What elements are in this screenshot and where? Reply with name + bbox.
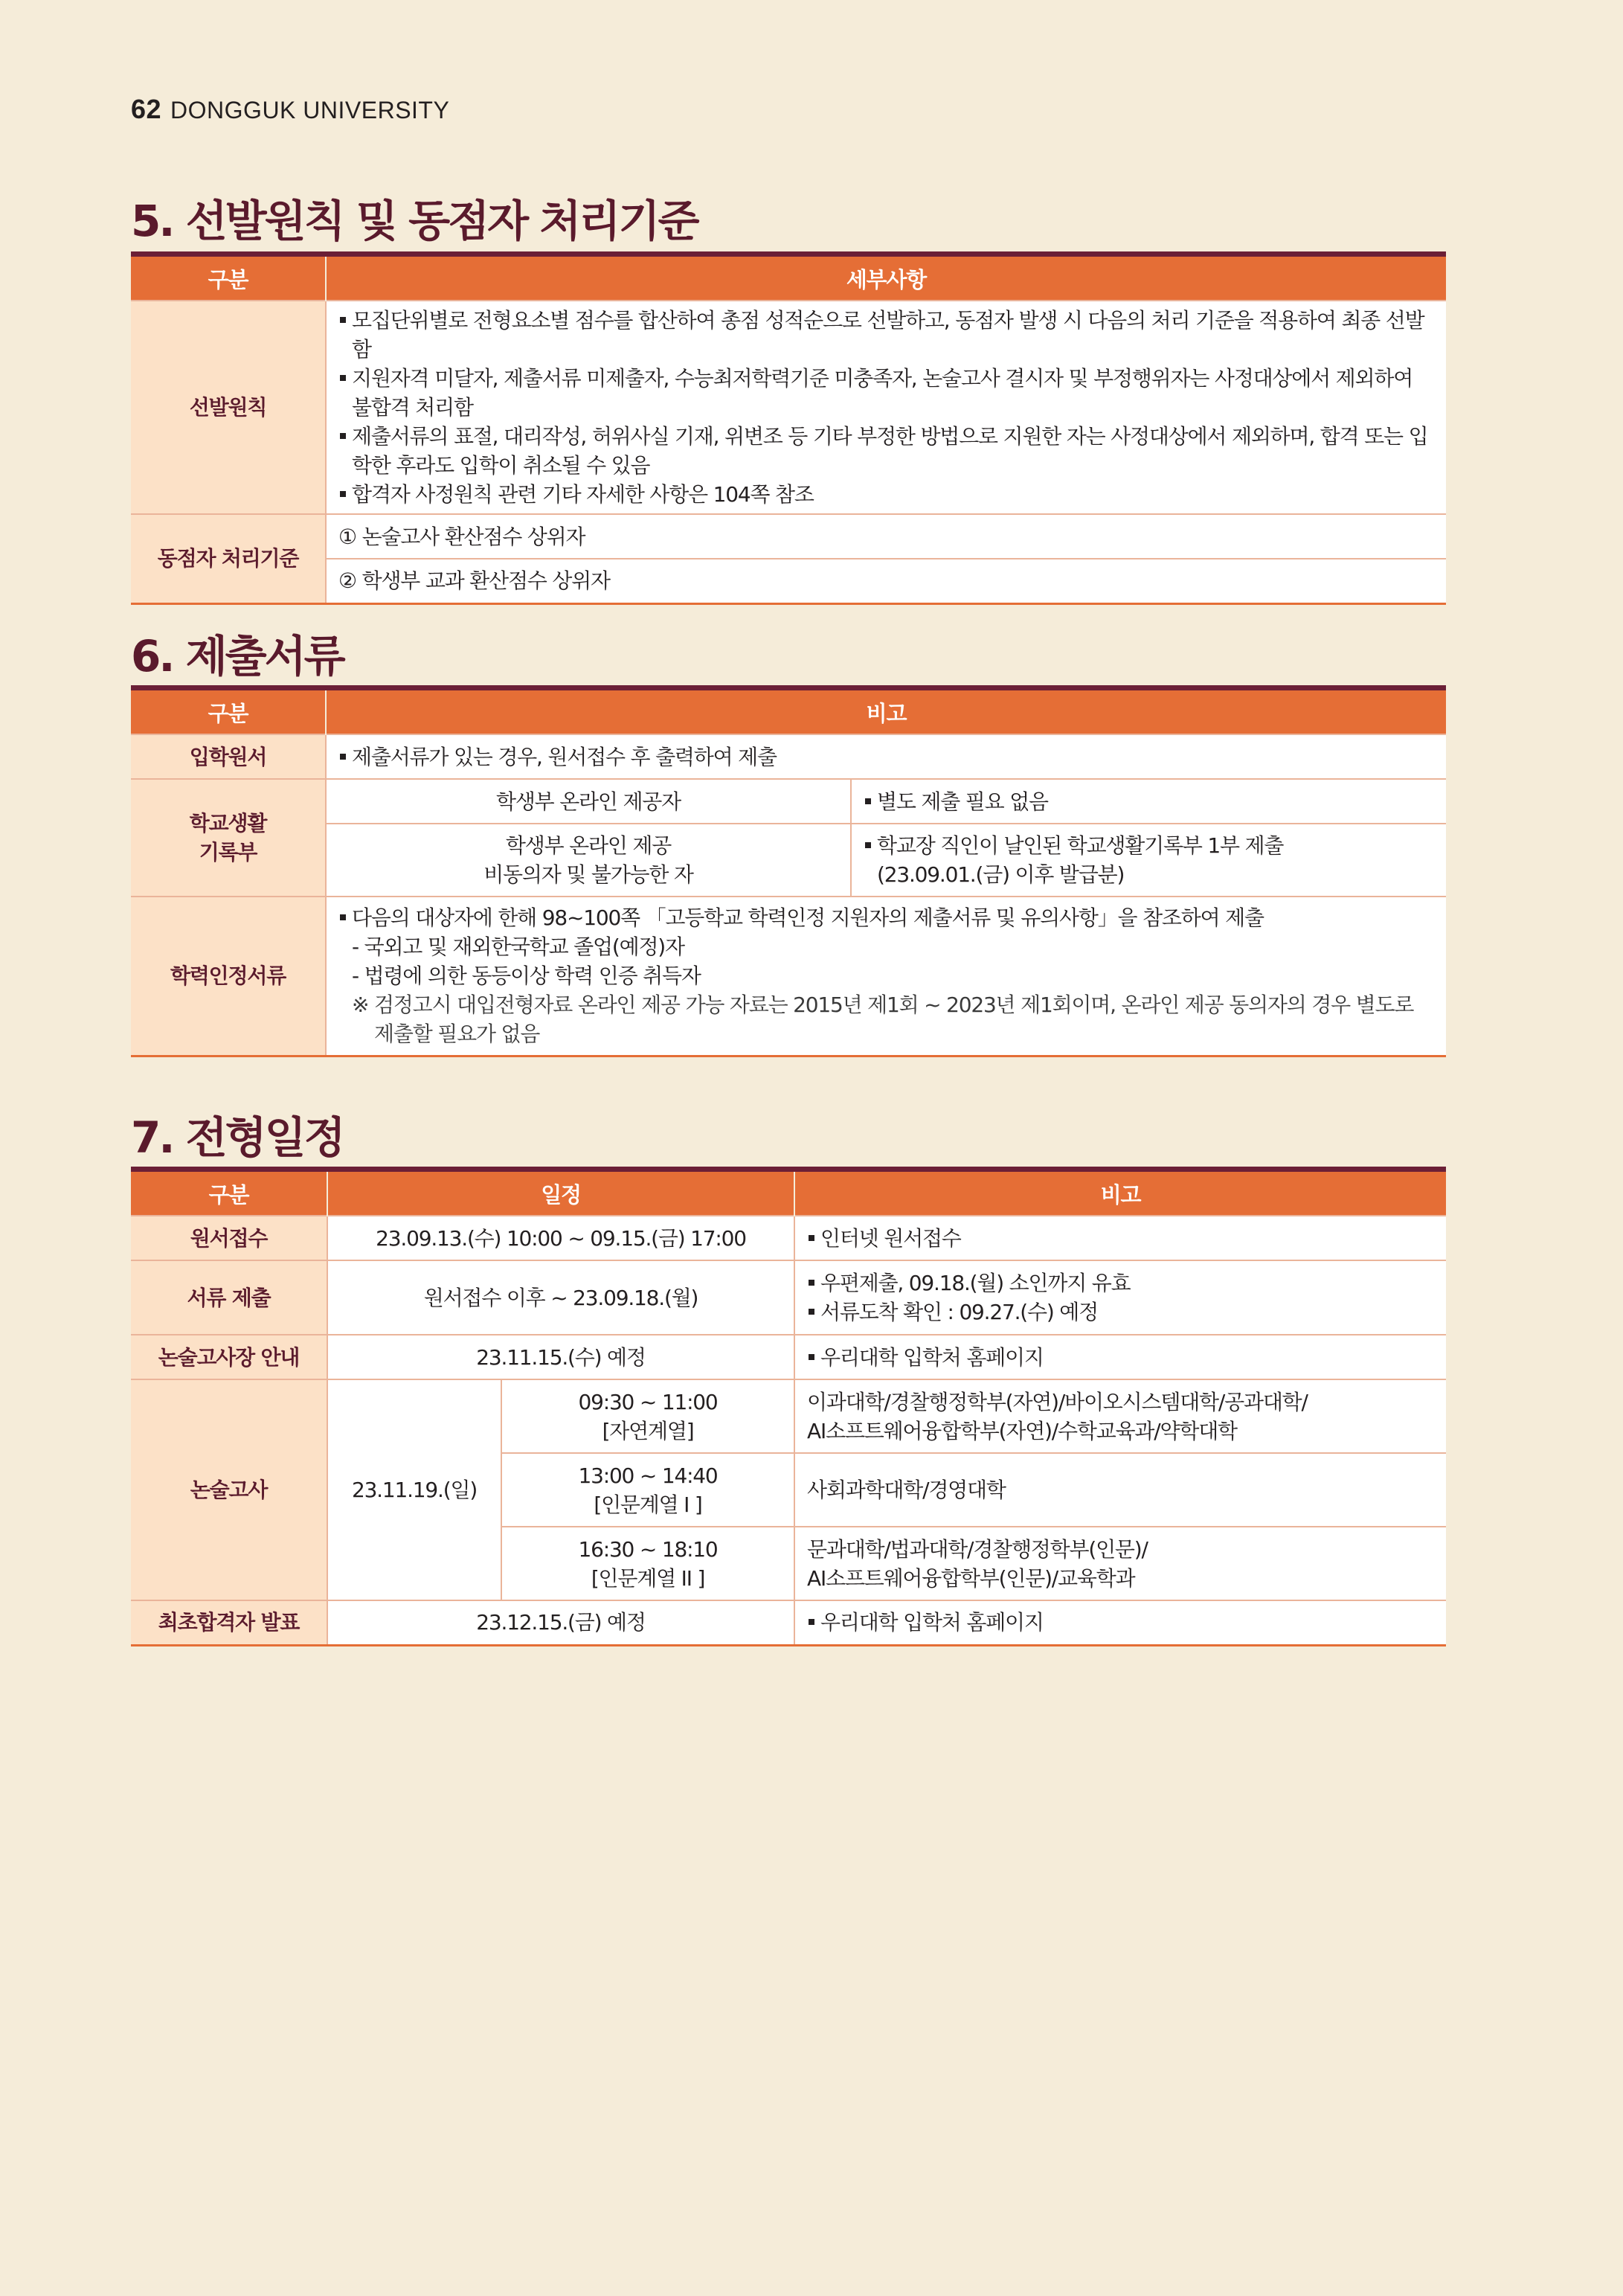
announcement-note: 우리대학 입학처 홈페이지 xyxy=(807,1608,1434,1637)
section-6-title: 6. 제출서류 xyxy=(131,631,344,682)
venue-note: 우리대학 입학처 홈페이지 xyxy=(807,1343,1434,1372)
non-consent-note-date: (23.09.01.(금) 이후 발급분) xyxy=(877,862,1125,887)
online-provider-note: 별도 제출 필요 없음 xyxy=(864,787,1434,816)
exam-session-humanities-2 xyxy=(501,1527,794,1600)
list-item: 다음의 대상자에 한해 98~100쪽 「고등학교 학력인정 지원자의 제출서류 및 유의사항」을 참조하여 제출 xyxy=(338,903,1434,932)
exam-date: 23.11.19.(일) xyxy=(327,1379,501,1600)
session-group: [자연계열] xyxy=(602,1418,694,1443)
row-essay-exam: 논술고사 xyxy=(131,1379,327,1600)
exam-session-natural-colleges: 이과대학/경찰행정학부(자연)/바이오시스템대학/공과대학/ AI소프트웨어융합학부(자연)/수학교육과/약학대학 xyxy=(794,1379,1446,1453)
documents-table xyxy=(131,685,1446,1057)
session-time: 16:30 ~ 18:10 xyxy=(578,1536,718,1562)
header-remarks: 비고 xyxy=(794,1170,1446,1216)
row-school-record xyxy=(131,779,326,897)
non-consent-line-2: 비동의자 및 불가능한 자 xyxy=(483,862,693,887)
school-record-label-1: 학교생활 xyxy=(189,811,267,836)
non-consent-line-1: 학생부 온라인 제공 xyxy=(505,833,672,858)
non-consent xyxy=(326,824,851,897)
header-category: 구분 xyxy=(131,1170,327,1216)
row-selection-principle: 선발원칙 xyxy=(131,301,326,514)
application-form-note: 제출서류가 있는 경우, 원서접수 후 출력하여 제출 xyxy=(338,743,1434,772)
row-document-submission: 서류 제출 xyxy=(131,1260,327,1335)
submission-note-2: 서류도착 확인 : 09.27.(수) 예정 xyxy=(807,1298,1434,1327)
school-record-label-2: 기록부 xyxy=(199,840,257,865)
application-date: 23.09.13.(수) 10:00 ~ 09.15.(금) 17:00 xyxy=(327,1216,794,1260)
tie-break-first: ① 논술고사 환산점수 상위자 xyxy=(326,514,1446,559)
header-details: 세부사항 xyxy=(326,254,1446,301)
session-time: 13:00 ~ 14:40 xyxy=(578,1463,718,1488)
university-name: DONGGUK UNIVERSITY xyxy=(170,97,450,124)
session-time: 09:30 ~ 11:00 xyxy=(578,1389,718,1414)
tie-break-second: ② 학생부 교과 환산점수 상위자 xyxy=(326,559,1446,603)
section-7-title: 7. 전형일정 xyxy=(131,1112,344,1163)
session-group: [인문계열 II ] xyxy=(591,1565,705,1591)
list-item: 합격자 사정원칙 관련 기타 자세한 사항은 104쪽 참조 xyxy=(338,480,1434,509)
exam-session-humanities-1-colleges: 사회과학대학/경영대학 xyxy=(794,1453,1446,1527)
application-note: 인터넷 원서접수 xyxy=(807,1224,1434,1253)
submission-date: 원서접수 이후 ~ 23.09.18.(월) xyxy=(327,1260,794,1335)
exam-session-humanities-2-colleges: 문과대학/법과대학/경찰행정학부(인문)/ AI소프트웨어융합학부(인문)/교육학과 xyxy=(794,1527,1446,1600)
header-category: 구분 xyxy=(131,688,326,735)
non-consent-note: 학교장 직인이 날인된 학교생활기록부 1부 제출 xyxy=(864,831,1434,860)
venue-date: 23.11.15.(수) 예정 xyxy=(327,1335,794,1379)
page-number: 62 xyxy=(131,94,162,124)
selection-principle-details xyxy=(326,301,1446,514)
session-group: [인문계열 I ] xyxy=(594,1492,702,1517)
section-5-title: 5. 선발원칙 및 동점자 처리기준 xyxy=(131,196,698,246)
online-provider: 학생부 온라인 제공자 xyxy=(326,779,851,824)
list-item: - 법령에 의한 동등이상 학력 인증 취득자 xyxy=(352,963,701,989)
announcement-date: 23.12.15.(금) 예정 xyxy=(327,1600,794,1645)
row-academic-cert: 학력인정서류 xyxy=(131,897,326,1056)
list-item: 제출서류의 표절, 대리작성, 허위사실 기재, 위변조 등 기타 부정한 방법으로 지원한 자는 사정대상에서 제외하며, 합격 또는 입학한 후라도 입학이 취소될 수 있음 xyxy=(338,422,1434,480)
exam-session-humanities-1 xyxy=(501,1453,794,1527)
exam-session-natural xyxy=(501,1379,794,1453)
row-tie-break: 동점자 처리기준 xyxy=(131,514,326,603)
list-item: 모집단위별로 전형요소별 점수를 합산하여 총점 성적순으로 선발하고, 동점자 발생 시 다음의 처리 기준을 적용하여 최종 선발함 xyxy=(338,306,1434,364)
header-category: 구분 xyxy=(131,254,326,301)
academic-cert-details xyxy=(326,897,1446,1056)
submission-note-1: 우편제출, 09.18.(월) 소인까지 유효 xyxy=(807,1269,1434,1298)
row-exam-venue: 논술고사장 안내 xyxy=(131,1335,327,1379)
note-text: ※ 검정고시 대입전형자료 온라인 제공 가능 자료는 2015년 제1회 ~ 2023년 제1회이며, 온라인 제공 동의자의 경우 별도로 제출할 필요가 없음 xyxy=(352,993,1414,1047)
header-remarks: 비고 xyxy=(326,688,1446,735)
list-item: 지원자격 미달자, 제출서류 미제출자, 수능최저학력기준 미충족자, 논술고사 결시자 및 부정행위자는 사정대상에서 제외하여 불합격 처리함 xyxy=(338,364,1434,422)
schedule-table xyxy=(131,1167,1446,1646)
row-application-form: 입학원서 xyxy=(131,734,326,779)
row-application: 원서접수 xyxy=(131,1216,327,1260)
header-schedule: 일정 xyxy=(327,1170,794,1216)
page-header xyxy=(131,94,449,125)
list-item: - 국외고 및 재외한국학교 졸업(예정)자 xyxy=(352,934,684,960)
selection-principle-table xyxy=(131,251,1446,605)
row-final-announcement: 최초합격자 발표 xyxy=(131,1600,327,1645)
